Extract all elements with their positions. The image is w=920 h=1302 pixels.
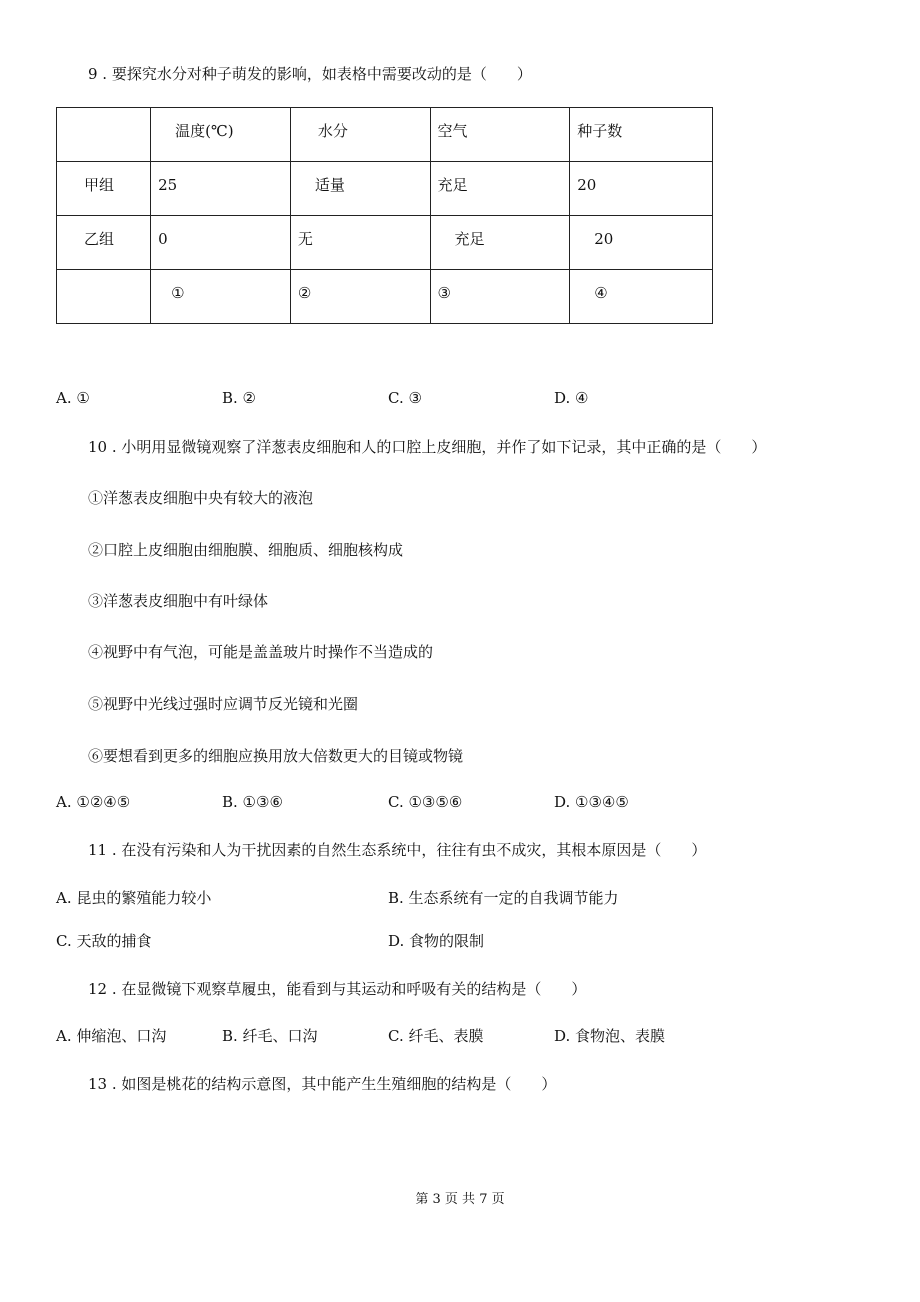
page-footer: 第 3 页 共 7 页 bbox=[415, 1192, 505, 1207]
q11-stem: 11 . 在没有污染和人为干扰因素的自然生态系统中，往往有虫不成灾，其根本原因是（ ） bbox=[88, 841, 707, 859]
table-header-cell: 温度(℃) bbox=[151, 108, 291, 162]
q11-option-d: D. 食物的限制 bbox=[388, 932, 485, 950]
q12-option-d: D. 食物泡、表膜 bbox=[554, 1027, 666, 1045]
table-cell bbox=[57, 108, 151, 162]
q11-option-b: B. 生态系统有一定的自我调节能力 bbox=[388, 889, 619, 907]
table-header-cell: 水分 bbox=[290, 108, 430, 162]
table-cell: 乙组 bbox=[57, 216, 151, 270]
q9-option-a: A. ① bbox=[56, 389, 90, 407]
table-cell bbox=[57, 270, 151, 324]
q9-option-c: C. ③ bbox=[388, 389, 422, 407]
table-header-row bbox=[57, 108, 713, 162]
q10-option-a: A. ①②④⑤ bbox=[56, 793, 131, 811]
q10-statement: ③洋葱表皮细胞中有叶绿体 bbox=[88, 592, 269, 610]
table-cell: 25 bbox=[151, 162, 291, 216]
table-row bbox=[57, 270, 713, 324]
q9-option-b: B. ② bbox=[222, 389, 257, 407]
table-cell: 20 bbox=[570, 162, 713, 216]
table-cell: 充足 bbox=[430, 216, 570, 270]
table-cell: 无 bbox=[290, 216, 430, 270]
q10-statement: ⑥要想看到更多的细胞应换用放大倍数更大的目镜或物镜 bbox=[88, 747, 464, 765]
q10-option-d: D. ①③④⑤ bbox=[554, 793, 629, 811]
table-cell: ② bbox=[290, 270, 430, 324]
table-cell: 甲组 bbox=[57, 162, 151, 216]
q11-option-c: C. 天敌的捕食 bbox=[56, 932, 152, 950]
q10-stem: 10 . 小明用显微镜观察了洋葱表皮细胞和人的口腔上皮细胞，并作了如下记录，其中正确的是（ ） bbox=[88, 438, 767, 456]
table-cell: ① bbox=[151, 270, 291, 324]
q10-statement: ⑤视野中光线过强时应调节反光镜和光圈 bbox=[88, 695, 359, 713]
q10-option-c: C. ①③⑤⑥ bbox=[388, 793, 463, 811]
table-cell: 20 bbox=[570, 216, 713, 270]
q9-table bbox=[56, 107, 713, 324]
table-cell: ③ bbox=[430, 270, 570, 324]
table-header-cell: 种子数 bbox=[570, 108, 713, 162]
q12-stem: 12 . 在显微镜下观察草履虫，能看到与其运动和呼吸有关的结构是（ ） bbox=[88, 980, 587, 998]
q10-statement: ①洋葱表皮细胞中央有较大的液泡 bbox=[88, 489, 314, 507]
table-cell: 适量 bbox=[290, 162, 430, 216]
q11-option-a: A. 昆虫的繁殖能力较小 bbox=[56, 889, 212, 907]
table-row bbox=[57, 216, 713, 270]
table-header-cell: 空气 bbox=[430, 108, 570, 162]
q12-option-c: C. 纤毛、表膜 bbox=[388, 1027, 484, 1045]
q9-stem: 9 . 要探究水分对种子萌发的影响，如表格中需要改动的是（ ） bbox=[88, 65, 532, 83]
q12-option-b: B. 纤毛、口沟 bbox=[222, 1027, 318, 1045]
table-row bbox=[57, 162, 713, 216]
table-cell: 0 bbox=[151, 216, 291, 270]
q10-option-b: B. ①③⑥ bbox=[222, 793, 283, 811]
q10-statement: ④视野中有气泡，可能是盖盖玻片时操作不当造成的 bbox=[88, 643, 434, 661]
q10-statement: ②口腔上皮细胞由细胞膜、细胞质、细胞核构成 bbox=[88, 541, 404, 559]
q13-stem: 13 . 如图是桃花的结构示意图，其中能产生生殖细胞的结构是（ ） bbox=[88, 1075, 557, 1093]
q12-option-a: A. 伸缩泡、口沟 bbox=[56, 1027, 167, 1045]
table-cell: 充足 bbox=[430, 162, 570, 216]
q9-option-d: D. ④ bbox=[554, 389, 589, 407]
table-cell: ④ bbox=[570, 270, 713, 324]
